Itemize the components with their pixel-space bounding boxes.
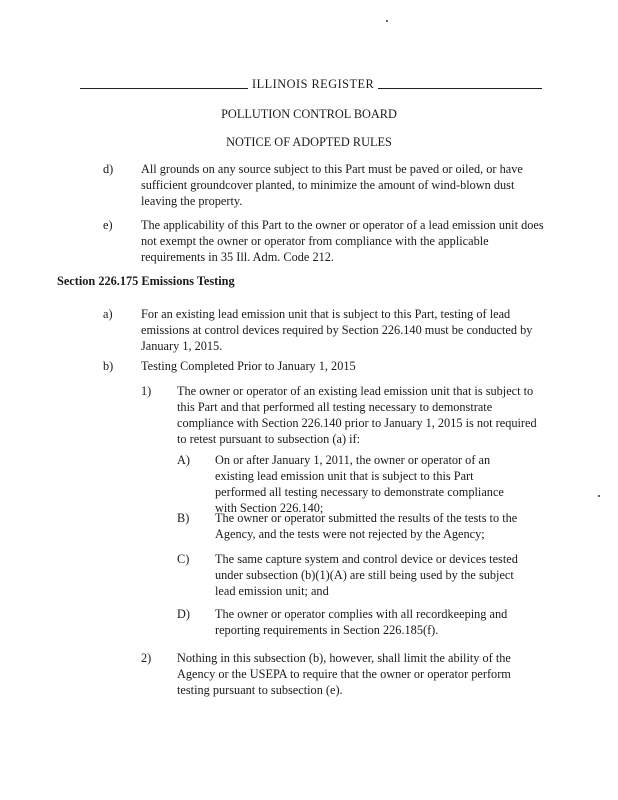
item-b1D-label: D) [177,607,190,621]
item-b1-label: 1) [141,384,152,398]
item-b2-label: 2) [141,651,152,665]
scan-speck [598,495,600,497]
item-d-text: All grounds on any source subject to this Part must be paved or oiled, or have sufficient groundcover planted, to minimize the amount of wind-blown dust leaving the property. [141,162,523,208]
item-b1-text: The owner or operator of an existing lead emission unit that is subject to this Part and that performed all testing necessary to demonstrate compliance with Section 226.140 prior to January 1, 2015 is not required to retest pursuant to subsection (a) if: [177,384,537,446]
item-a-text: For an existing lead emission unit that is subject to this Part, testing of lead emissions at control devices required by Section 226.140 must be conducted by January 1, 2015. [141,307,533,353]
item-b1B-text: The owner or operator submitted the results of the tests to the Agency, and the tests were not rejected by the Agency; [215,511,518,541]
item-e-label: e) [103,218,113,232]
section-heading: Section 226.175 Emissions Testing [57,274,235,288]
item-b1A-label: A) [177,453,190,467]
item-b1A-text: On or after January 1, 2011, the owner or operator of an existing lead emission unit that is subject to this Part performed all testing necessary to demonstrate compliance with Section 226.140; [215,453,504,515]
item-d-label: d) [103,162,114,176]
scan-speck [386,20,388,22]
notice-title: NOTICE OF ADOPTED RULES [226,135,392,149]
item-b1D-text: The owner or operator complies with all recordkeeping and reporting requirements in Section 226.185(f). [215,607,508,637]
item-b-text: Testing Completed Prior to January 1, 2015 [141,359,356,373]
item-e-text: The applicability of this Part to the owner or operator of a lead emission unit does not exempt the owner or operator from compliance with the applicable requirements in 35 Ill. Adm. Code 212. [141,218,544,264]
item-b1C-text: The same capture system and control device or devices tested under subsection (b)(1)(A) are still being used by the subject lead emission unit; and [215,552,518,598]
register-title: ILLINOIS REGISTER [248,76,378,92]
board-title: POLLUTION CONTROL BOARD [221,107,397,121]
item-b1B-label: B) [177,511,190,525]
item-a-label: a) [103,307,113,321]
item-b2-text: Nothing in this subsection (b), however, shall limit the ability of the Agency or the USEPA to require that the owner or operator perform testing pursuant to subsection (e). [177,651,511,697]
item-b-label: b) [103,359,114,373]
item-b1C-label: C) [177,552,190,566]
